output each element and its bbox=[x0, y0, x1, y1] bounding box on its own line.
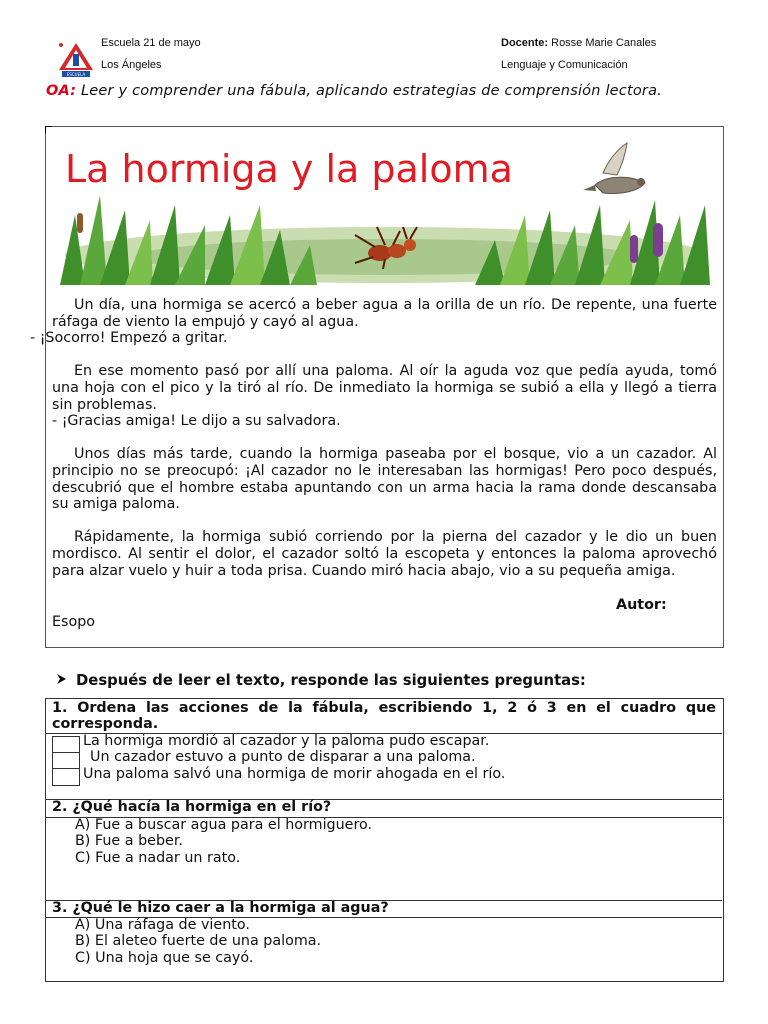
objective-text: Leer y comprender una fábula, aplicando estrategias de comprensión lectora. bbox=[81, 83, 662, 99]
story-text bbox=[30, 297, 717, 596]
school-city: Los Ángeles bbox=[101, 59, 162, 71]
author-name: Esopo bbox=[52, 614, 96, 630]
question-2: 2. ¿Qué hacía la hormiga en el río? bbox=[52, 799, 332, 815]
order-item: Un cazador estuvo a punto de disparar a una paloma. bbox=[90, 749, 476, 765]
story-title: La hormiga y la paloma bbox=[65, 147, 513, 191]
story-paragraph: Rápidamente, la hormiga subió corriendo por la pierna del cazador y le dio un buen mordisco. Al sentir el dolor, el cazador soltó la escopeta y entonces la paloma aprovechó para alzar vuelo y huir a toda prisa. Cuando miró hacia abajo, vio a su pequeña amiga. bbox=[52, 529, 717, 579]
school-logo bbox=[56, 40, 96, 82]
subject: Lenguaje y Comunicación bbox=[501, 59, 628, 71]
teacher bbox=[501, 37, 656, 49]
answer-option[interactable]: C) Fue a nadar un rato. bbox=[75, 850, 241, 866]
svg-text:ESCUELA: ESCUELA bbox=[66, 72, 86, 77]
story-banner bbox=[55, 135, 715, 295]
corner-mark bbox=[45, 126, 52, 133]
story-dialog: - ¡Socorro! Empezó a gritar. bbox=[30, 330, 228, 347]
answer-option[interactable]: B) Fue a beber. bbox=[75, 833, 183, 849]
order-item: Una paloma salvó una hormiga de morir ahogada en el río. bbox=[83, 766, 506, 782]
dove-icon bbox=[583, 143, 645, 194]
objective-label: OA: bbox=[46, 83, 77, 99]
story-paragraph: Un día, una hormiga se acercó a beber agua a la orilla de un río. De repente, una fuerte ráfaga de viento la empujó y cayó al agua. - ¡Socorro! Empezó a gritar. bbox=[30, 297, 717, 347]
answer-option[interactable]: C) Una hoja que se cayó. bbox=[75, 950, 254, 966]
story-dialog: - ¡Gracias amiga! Le dijo a su salvadora. bbox=[52, 413, 341, 430]
order-item: La hormiga mordió al cazador y la paloma pudo escapar. bbox=[83, 733, 490, 749]
answer-option[interactable]: A) Fue a buscar agua para el hormiguero. bbox=[75, 817, 373, 833]
author-label: Autor: bbox=[616, 597, 667, 613]
teacher-label: Docente: bbox=[501, 37, 549, 49]
arrow-bullet-icon bbox=[54, 673, 68, 685]
story-paragraph: Unos días más tarde, cuando la hormiga paseaba por el bosque, vio a un cazador. Al principio no se preocupó: ¡Al cazador no le interesaban las hormigas! Pero poco después, descubrió que el hombre estaba apuntando con un arma hacia la rama donde descansaba su amiga paloma. bbox=[52, 446, 717, 513]
question-1: 1. Ordena las acciones de la fábula, escribiendo 1, 2 ó 3 en el cuadro que corresponda. bbox=[52, 700, 716, 732]
story-paragraph: En ese momento pasó por allí una paloma. Al oír la aguda voz que pedía ayuda, tomó una hoja con el pico y la tiró al río. De inmediato la hormiga se subió a ella y llegó a tierra sin problemas. - ¡Gracias amiga! Le dijo a su salvadora. bbox=[52, 363, 717, 429]
question-3: 3. ¿Qué le hizo caer a la hormiga al agua? bbox=[52, 900, 389, 916]
school-name: Escuela 21 de mayo bbox=[101, 37, 201, 49]
instructions-text: Después de leer el texto, responde las siguientes preguntas: bbox=[76, 672, 586, 689]
answer-option[interactable]: A) Una ráfaga de viento. bbox=[75, 917, 250, 933]
instructions bbox=[54, 672, 586, 689]
answer-option[interactable]: B) El aleteo fuerte de una paloma. bbox=[75, 933, 322, 949]
order-answer-box[interactable] bbox=[52, 768, 80, 786]
learning-objective bbox=[46, 82, 726, 100]
teacher-name: Rosse Marie Canales bbox=[551, 37, 657, 49]
